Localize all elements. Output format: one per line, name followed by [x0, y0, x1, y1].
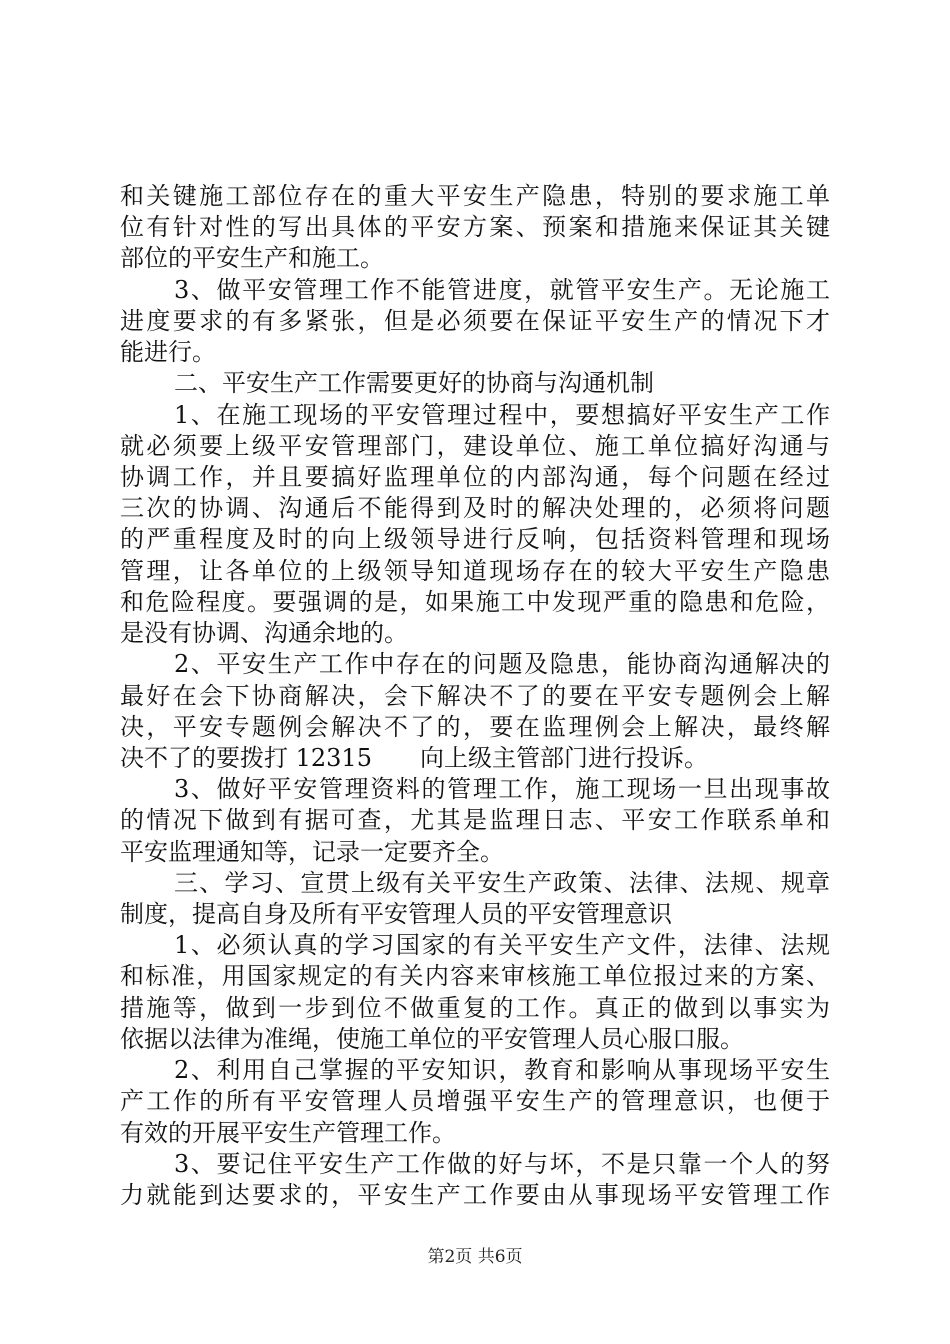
text-line: 3、做好平安管理资料的管理工作，施工现场一旦出现事故: [174, 775, 830, 804]
text-line: 制度，提高自身及所有平安管理人员的平安管理意识: [120, 900, 672, 929]
paragraph: [120, 181, 830, 275]
page-number-footer: 第2页 共6页: [427, 1247, 523, 1267]
text-line: 决，平安专题例会解决不了的，要在监理例会上解决，最终解: [120, 712, 830, 741]
text-line: 协调工作，并且要搞好监理单位的内部沟通，每个问题在经过: [120, 462, 830, 491]
text-line: 三次的协调、沟通后不能得到及时的解决处理的，必须将问题: [120, 494, 830, 523]
paragraph: [120, 1055, 830, 1149]
text-line: 进度要求的有多紧张，但是必须要在保证平安生产的情况下才: [120, 306, 830, 335]
text-line: 就必须要上级平安管理部门，建设单位、施工单位搞好沟通与: [120, 431, 830, 460]
text-line: 三、学习、宣贯上级有关平安生产政策、法律、法规、规章: [174, 868, 830, 897]
text-line: 3、做平安管理工作不能管进度，就管平安生产。无论施工: [174, 275, 830, 304]
text-line: 和关键施工部位存在的重大平安生产隐患，特别的要求施工单: [120, 182, 830, 210]
text-line: 3、要记住平安生产工作做的好与坏，不是只靠一个人的努: [174, 1149, 830, 1178]
text-line: 1、在施工现场的平安管理过程中，要想搞好平安生产工作: [174, 400, 830, 429]
text-line: 管理，让各单位的上级领导知道现场存在的较大平安生产隐患: [120, 556, 830, 585]
text-line: 有效的开展平安生产管理工作。: [120, 1118, 456, 1147]
paragraph: [120, 930, 830, 1055]
text-line: 1、必须认真的学习国家的有关平安生产文件，法律、法规: [174, 931, 830, 960]
text-line: 力就能到达要求的，平安生产工作要由从事现场平安管理工作: [120, 1181, 830, 1209]
paragraph: [120, 368, 830, 399]
text-line: 2、利用自己掌握的平安知识，教育和影响从事现场平安生: [174, 1056, 830, 1085]
paragraph: [120, 400, 830, 650]
paragraph: [120, 649, 830, 774]
text-line: 产工作的所有平安管理人员增强平安生产的管理意识，也便于: [120, 1087, 830, 1116]
text-line: 2、平安生产工作中存在的问题及隐患，能协商沟通解决的: [174, 650, 830, 679]
text-line: 部位的平安生产和施工。: [120, 244, 384, 273]
text-line: 的严重程度及时的向上级领导进行反响，包括资料管理和现场: [120, 525, 830, 554]
text-line: 依据以法律为准绳，使施工单位的平安管理人员心服口服。: [120, 1024, 744, 1053]
text-line: 决不了的要拨打 12315 向上级主管部门进行投诉。: [120, 743, 708, 772]
paragraph: [120, 868, 830, 930]
paragraph: [120, 1149, 830, 1211]
text-line: 平安监理通知等，记录一定要齐全。: [120, 837, 504, 866]
text-line: 最好在会下协商解决，会下解决不了的要在平安专题例会上解: [120, 681, 830, 710]
text-line: 措施等，做到一步到位不做重复的工作。真正的做到以事实为: [120, 993, 830, 1022]
text-line: 和标准，用国家规定的有关内容来审核施工单位报过来的方案、: [120, 962, 830, 991]
text-line: 是没有协调、沟通余地的。: [120, 619, 408, 648]
document-body: [120, 181, 830, 1211]
text-line: 的情况下做到有据可查，尤其是监理日志、平安工作联系单和: [120, 806, 830, 835]
text-line: 位有针对性的写出具体的平安方案、预案和措施来保证其关键: [120, 213, 830, 242]
text-line: 二、平安生产工作需要更好的协商与沟通机制: [174, 369, 654, 398]
text-line: 能进行。: [120, 338, 216, 367]
paragraph: [120, 774, 830, 868]
text-line: 和危险程度。要强调的是，如果施工中发现严重的隐患和危险，: [120, 587, 830, 616]
paragraph: [120, 275, 830, 369]
